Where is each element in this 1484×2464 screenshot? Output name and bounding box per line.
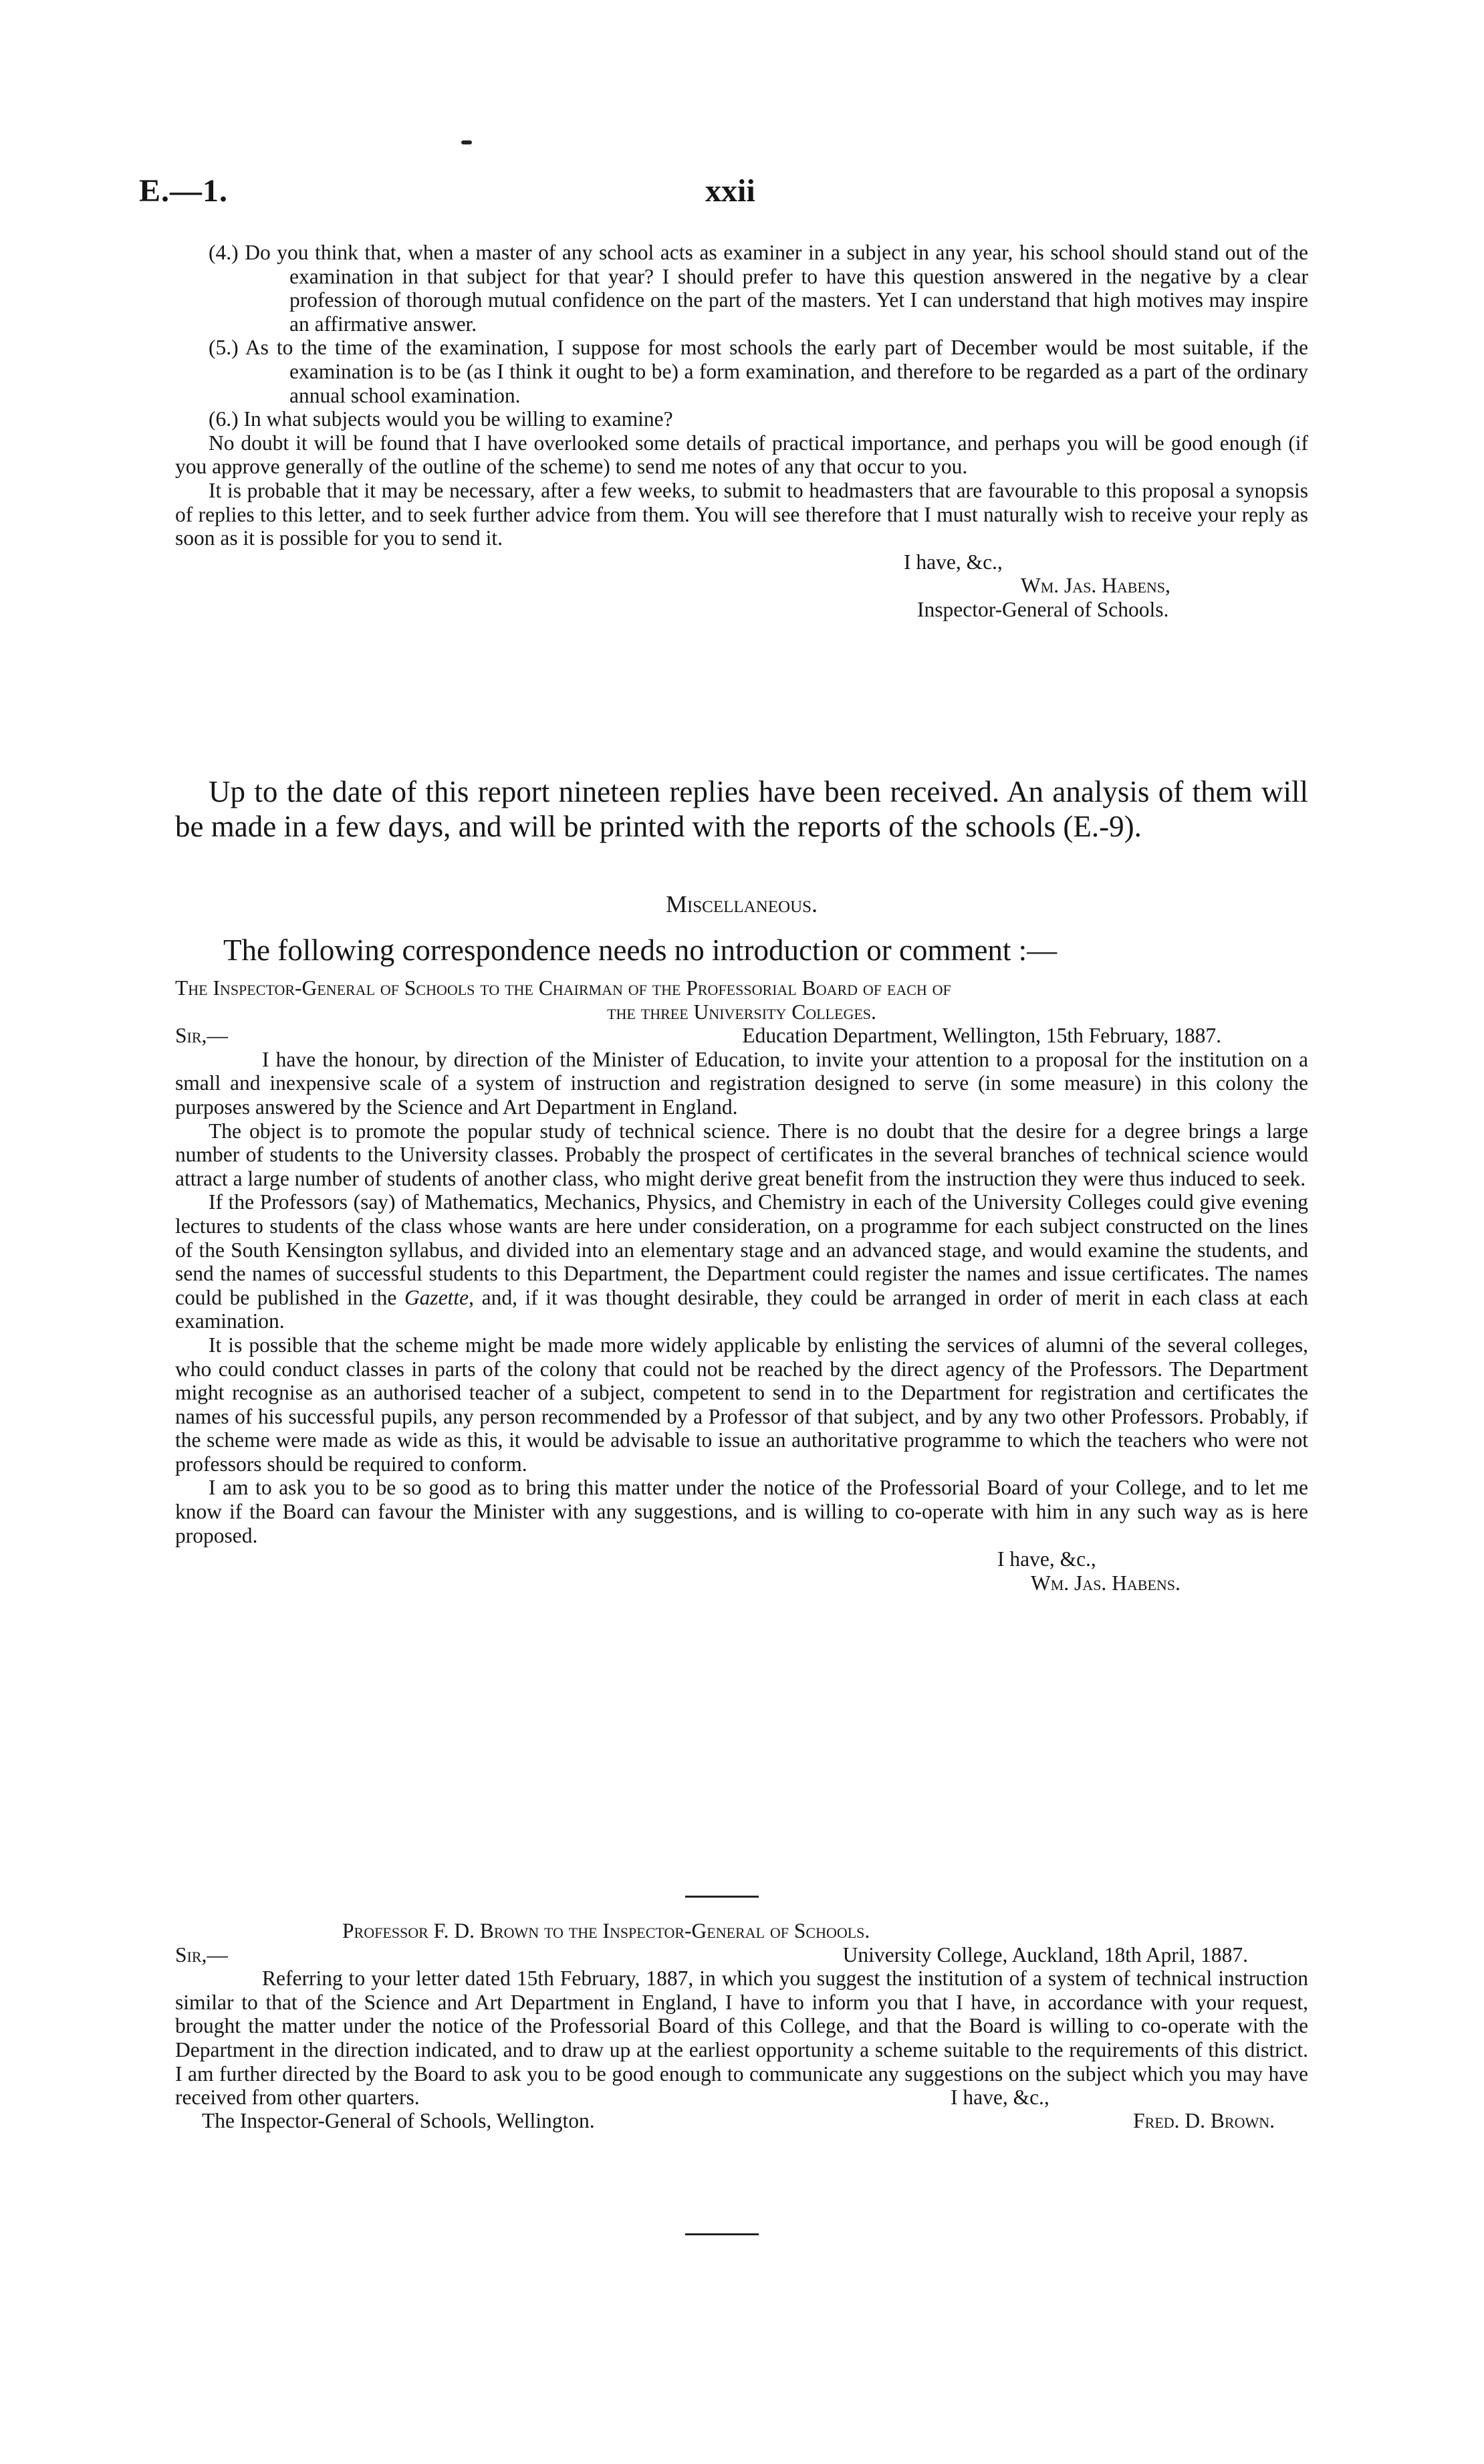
addressee: The Inspector-General of Schools, Wellington. [202,2109,595,2133]
divider-rule [685,1896,759,1898]
ink-mark [461,140,472,144]
addressee-row [175,2109,1308,2133]
salutation-row [175,1943,1308,1967]
letter-signature: Fred. D. Brown. [1133,2109,1275,2133]
letter-3 [175,1919,1308,2133]
gazette-italic: Gazette [404,1285,469,1309]
report-note [175,774,1308,844]
letter-paragraph: I am to ask you to be so good as to bring this matter under the notice of the Professorial Board of your College, and to let me know if the Board can favour the Minister with any suggestions, and is willing to co-operate with him in any such way as is here proposed. [175,1476,1308,1547]
report-note-text: Up to the date of this report nineteen replies have been received. An analysis of them will be made in a few days, and will be printed with the reports of the schools (E.-9). [175,775,1308,843]
letter-closing: I have, &c., [951,2085,1049,2109]
letter-paragraph: It is possible that the scheme might be made more widely applicable by enlisting the services of alumni of the several colleges, who could conduct classes in parts of the colony that could not be reached by the direct agency of the Professors. The Department might recognise as an authorised teacher of a subject, competent to send in to the Department for registration and certificates the names of his successful pupils, any person recommended by a Professor of that subject, and by any two other Professors. Probably, if the scheme were made as wide as this, it would be advisable to issue an authoritative programme to which the teachers who were not professors should be required to conform. [175,1333,1308,1476]
letter-2 [175,976,1308,1595]
salutation: Sir,— [175,1024,228,1048]
question-4: (4.) Do you think that, when a master of any school acts as examiner in a subject in any year, his school should stand out of the examination in that subject for that year? I should prefer to have this question answered in the negative by a clear profession of thorough mutual confidence on the part of the masters. Yet I can understand that high motives may inspire an affirmative answer. [209,241,1308,336]
place-date: University College, Auckland, 18th April, 1887. [842,1942,1248,1967]
letter-paragraph: I have the honour, by direction of the Minister of Education, to invite your attention to a proposal for the institution on a small and inexpensive scale of a system of instruction and registration designed to serve (in some measure) in this colony the purposes answered by the Science and Art Department in England. [175,1047,1308,1119]
letter-closing: I have, &c., [997,1547,1096,1571]
letter-paragraph: The object is to promote the popular study of technical science. There is no doubt that the desire for a degree brings a large number of students to the University classes. Probably the prospect of certificates in the several branches of technical science would attract a large number of students of another class, who might derive great benefit from the instruction they were thus induced to seek. [175,1119,1308,1190]
letter-closing: I have, &c., [904,550,1003,574]
letter-questions [175,241,1308,622]
section-intro: The following correspondence needs no introduction or comment :— [223,933,1058,967]
signatory-title: Inspector-General of Schools. [917,597,1169,621]
letter-signature: Wm. Jas. Habens, [1021,574,1170,598]
paragraph-text: , and, if it was thought desirable, they could be arranged in order of merit in each class at each examination. [175,1285,1308,1333]
letter-paragraph: Referring to your letter dated 15th February, 1887, in which you suggest the institution of a system of technical instruction similar to that of the Science and Art Department in England, I have to inform you that I have, in accordance with your request, brought the matter under the notice of the Professorial Board of this College, and that the Board is willing to co-operate with the Department in the direction indicated, and to draw up at the earliest opportunity a scheme suitable to the requirements of this district. I am further directed by the Board to ask you to be good enough to communicate any suggestions on the subject which you may have received from other quarters. [175,1967,1308,2110]
letter-paragraph [175,1190,1308,1333]
page-number: xxii [705,173,755,209]
letter-paragraph: It is probable that it may be necessary, after a few weeks, to submit to headmasters that are favourable to this proposal a synopsis of replies to this letter, and to seek further advice from them. You will see therefore that I must naturally wish to receive your reply as soon as it is possible for you to send it. [175,478,1308,550]
letter-2-heading-cont: the three University Colleges. [607,1000,876,1024]
salutation: Sir,— [175,1942,228,1967]
divider-rule [685,2233,759,2235]
letter-2-heading: The Inspector-General of Schools to the Chairman of the Professorial Board of each of [175,976,951,1000]
letter-signature: Wm. Jas. Habens. [1031,1571,1181,1595]
question-6: (6.) In what subjects would you be willing to examine? [209,407,673,431]
letter-3-heading: Professor F. D. Brown to the Inspector-General of Schools. [342,1919,870,1942]
letter-paragraph: No doubt it will be found that I have overlooked some details of practical importance, and perhaps you will be good enough (if you approve generally of the outline of the scheme) to send me notes of any that occur to you. [175,431,1308,479]
document-reference: E.—1. [139,173,229,209]
paragraph-text: If the Professors (say) of Mathematics, Mechanics, Physics, and Chemistry in each of the University Colleges could give evening lectures to students of the class whose wants are here under consideration, on a programme for each subject constructed on the lines of the South Kensington syllabus, and divided into an elementary stage and an advanced stage, and would examine the students, and send the names of successful students to this Department, the Department could register the names and issue certificates. The names could be published in the [175,1190,1308,1309]
salutation-row [175,1024,1308,1048]
place-date: Education Department, Wellington, 15th February, 1887. [742,1024,1221,1048]
question-5: (5.) As to the time of the examination, I suppose for most schools the early part of December would be most suitable, if the examination is to be (as I think it ought to be) a form examination, and therefore to be regarded as a part of the ordinary annual school examination. [209,336,1308,407]
section-heading: Miscellaneous. [665,891,818,917]
